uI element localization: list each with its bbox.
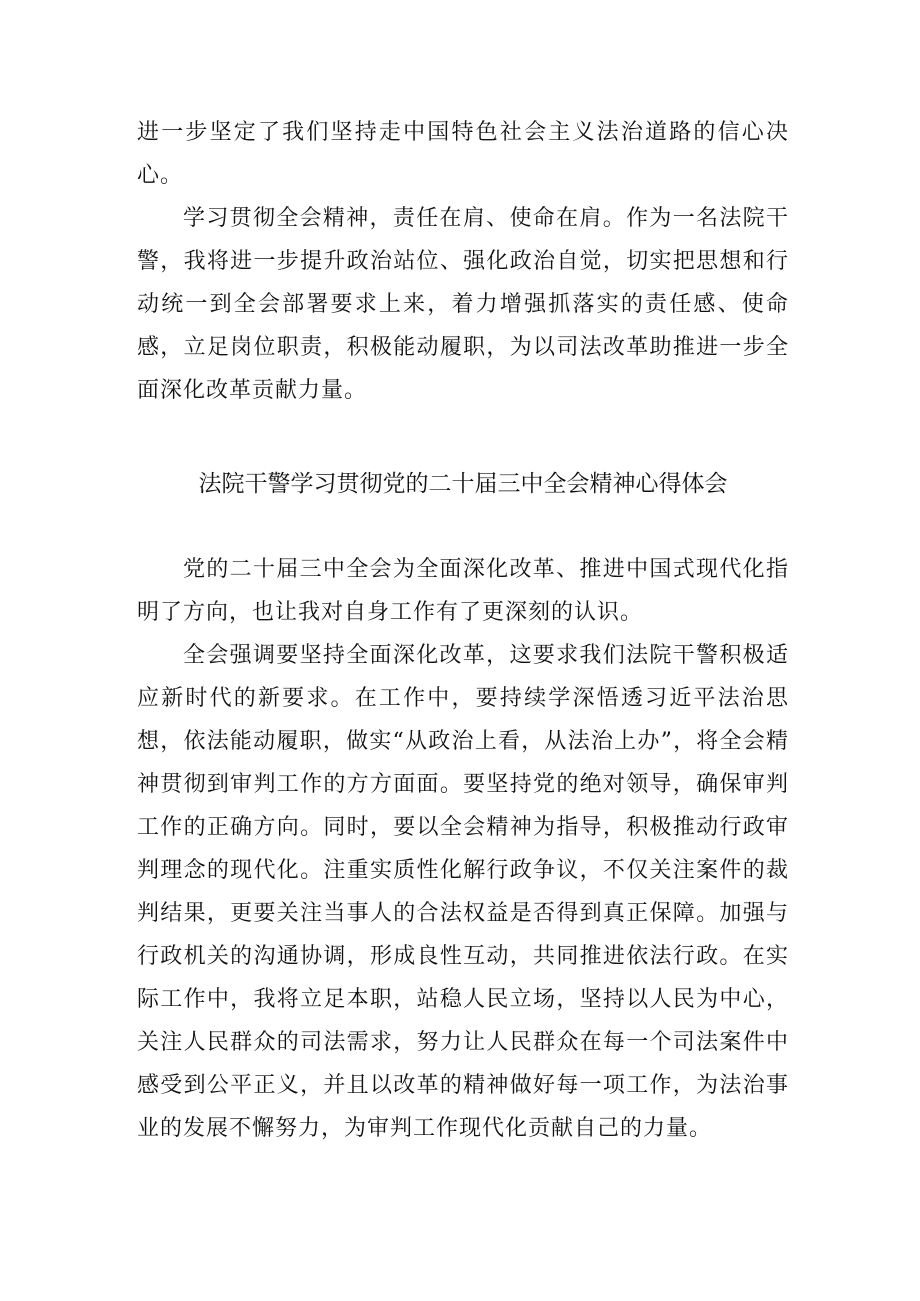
section-heading: 法院干警学习贯彻党的二十届三中全会精神心得体会 bbox=[198, 471, 728, 497]
paragraph-intro: 党的二十届三中全会为全面深化改革、推进中国式现代化指明了方向，也让我对自身工作有了更深刻的认识。 bbox=[137, 557, 789, 625]
paragraph-main: 全会强调要坚持全面深化改革，这要求我们法院干警积极适应新时代的新要求。在工作中，要持续学深悟透习近平法治思想，依法能动履职，做实“从政治上看，从法治上办”，将全会精神贯彻到审判工作的方方面面。要坚持党的绝对领导，确保审判工作的正确方向。同时，要以全会精神为指导，积极推动行政审判理念的现代化。注重实质性化解行政争议，不仅关注案件的裁判结果，更要关注当事人的合法权益是否得到真正保障。加强与行政机关的沟通协调，形成良性互动，共同推进依法行政。在实际工作中，我将立足本职，站稳人民立场，坚持以人民为中心，关注人民群众的司法需求，努力让人民群众在每一个司法案件中感受到公平正义，并且以改革的精神做好每一项工作，为法治事业的发展不懈努力，为审判工作现代化贡献自己的力量。 bbox=[137, 643, 789, 1141]
paragraph-continuation: 进一步坚定了我们坚持走中国特色社会主义法治道路的信心决心。 bbox=[137, 120, 789, 188]
paragraph-responsibility: 学习贯彻全会精神，责任在肩、使命在肩。作为一名法院干警，我将进一步提升政治站位、强化政治自觉，切实把思想和行动统一到全会部署要求上来，着力增强抓落实的责任感、使命感，立足岗位职责，积极能动履职，为以司法改革助推进一步全面深化改革贡献力量。 bbox=[137, 206, 789, 403]
document-body bbox=[137, 111, 789, 1150]
